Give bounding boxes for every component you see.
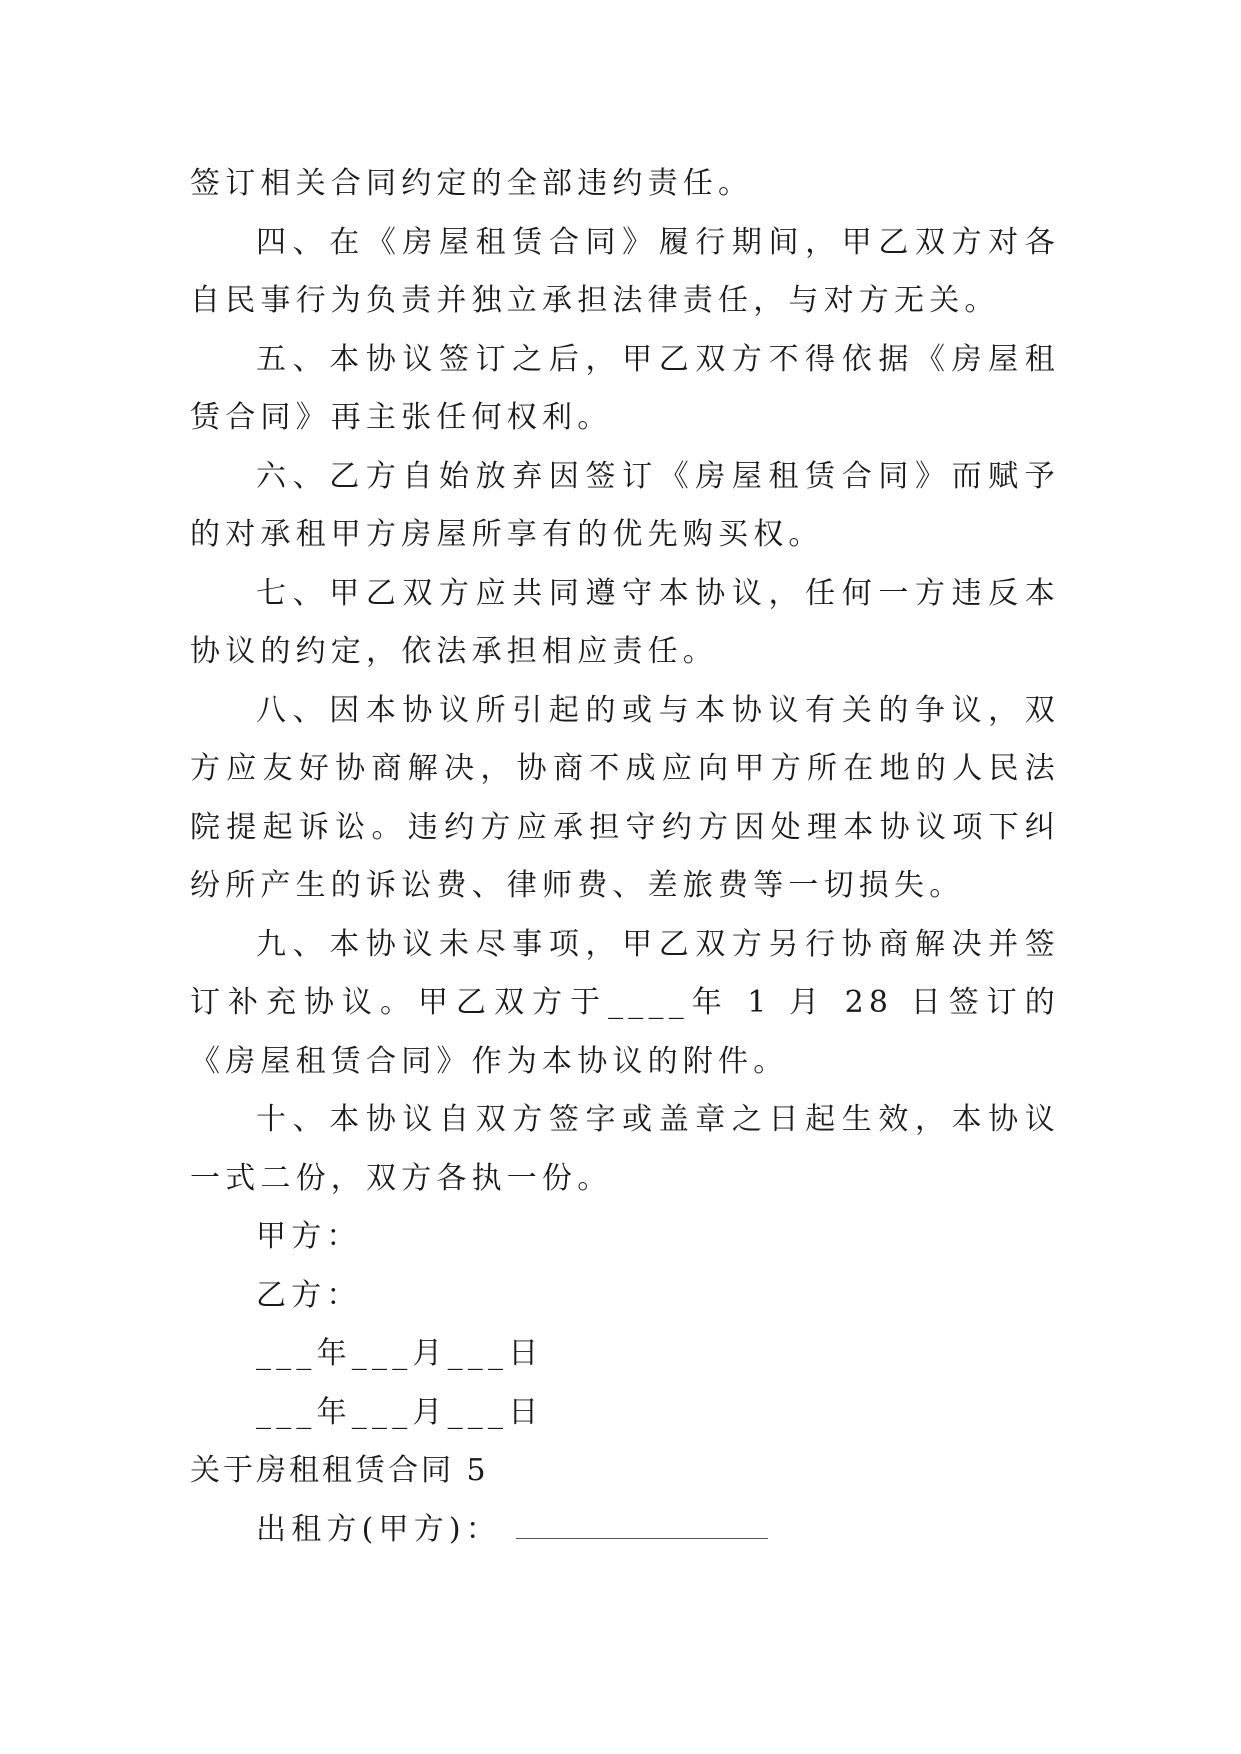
clause-6: 六、乙方自始放弃因签订《房屋租赁合同》而赋予的对承租甲方房屋所享有的优先购买权。 bbox=[190, 458, 1060, 552]
document-page bbox=[190, 155, 1060, 1559]
clause-5: 五、本协议签订之后，甲乙双方不得依据《房屋租赁合同》再主张任何权利。 bbox=[190, 341, 1060, 435]
paragraph-continuation: 签订相关合同约定的全部违约责任。 bbox=[190, 166, 754, 201]
signature-date-1: ___年___月___日 bbox=[256, 1336, 544, 1371]
party-b-signature: 乙方： bbox=[256, 1277, 362, 1313]
lessor-line bbox=[190, 1501, 1060, 1560]
lessor-label: 出租方(甲方)： bbox=[256, 1511, 502, 1547]
section-title: 关于房租租赁合同 5 bbox=[190, 1453, 489, 1488]
clause-8: 八、因本协议所引起的或与本协议有关的争议，双方应友好协商解决，协商不成应向甲方所在地的人民法院提起诉讼。违约方应承担守约方因处理本协议项下纠纷所产生的诉讼费、律师费、差旅费等一切损失。 bbox=[190, 692, 1060, 903]
clause-7: 七、甲乙双方应共同遵守本协议，任何一方违反本协议的约定，依法承担相应责任。 bbox=[190, 575, 1060, 669]
party-a-signature: 甲方： bbox=[256, 1219, 362, 1254]
signature-date-2: ___年___月___日 bbox=[256, 1394, 544, 1430]
lessor-blank bbox=[516, 1512, 768, 1539]
clause-9: 九、本协议未尽事项，甲乙双方另行协商解决并签订补充协议。甲乙双方于____年 1 月 28 日签订的《房屋租赁合同》作为本协议的附件。 bbox=[190, 926, 1060, 1079]
clause-10: 十、本协议自双方签字或盖章之日起生效，本协议一式二份，双方各执一份。 bbox=[190, 1102, 1060, 1196]
clause-4: 四、在《房屋租赁合同》履行期间，甲乙双方对各自民事行为负责并独立承担法律责任，与对方无关。 bbox=[190, 224, 1060, 318]
